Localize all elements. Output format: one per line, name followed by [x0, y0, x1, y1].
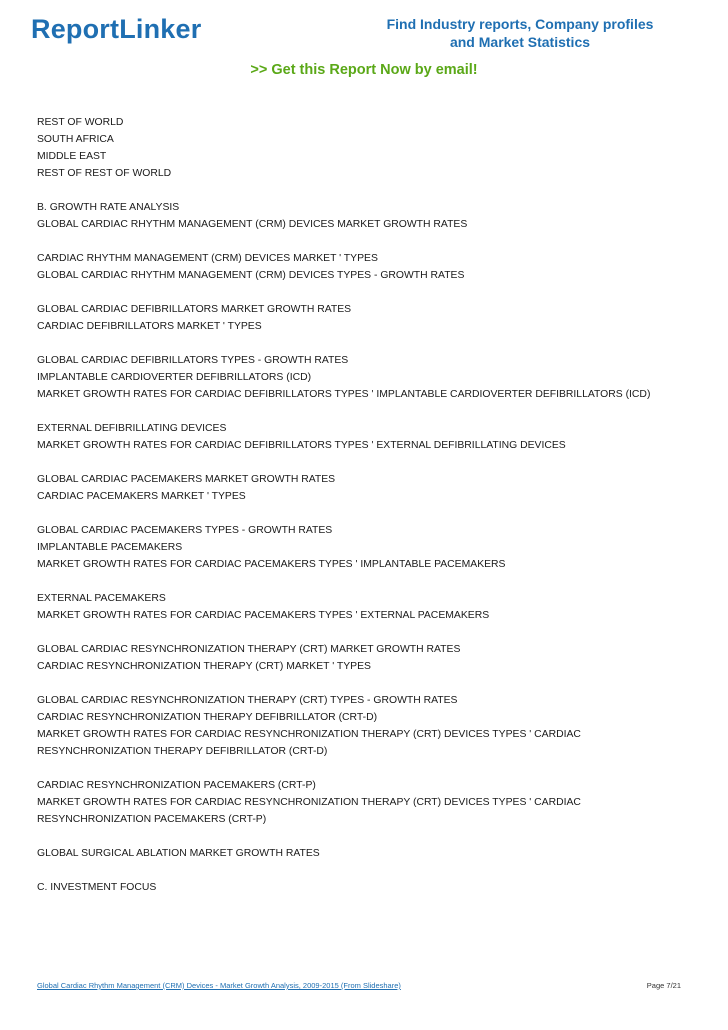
- content-line: MARKET GROWTH RATES FOR CARDIAC PACEMAKERS TYPES ' EXTERNAL PACEMAKERS: [37, 610, 490, 621]
- footer-source-link[interactable]: Global Cardiac Rhythm Management (CRM) Devices - Market Growth Analysis, 2009-2015 (From Slideshare): [37, 981, 401, 990]
- content-group: [37, 879, 687, 896]
- content-line: MARKET GROWTH RATES FOR CARDIAC DEFIBRILLATORS TYPES ' EXTERNAL DEFIBRILLATING DEVICES: [37, 440, 566, 451]
- content-line: EXTERNAL DEFIBRILLATING DEVICES: [37, 423, 227, 434]
- content-line: GLOBAL CARDIAC RHYTHM MANAGEMENT (CRM) DEVICES TYPES - GROWTH RATES: [37, 270, 465, 281]
- content-group: [37, 641, 687, 675]
- reportlinker-logo[interactable]: ReportLinker: [31, 14, 202, 44]
- content-group: [37, 845, 687, 862]
- content-line: CARDIAC RESYNCHRONIZATION PACEMAKERS (CRT-P): [37, 780, 316, 791]
- content-group: [37, 590, 687, 624]
- content-group: [37, 471, 687, 505]
- content-line: CARDIAC DEFIBRILLATORS MARKET ' TYPES: [37, 321, 262, 332]
- content-group: [37, 199, 687, 233]
- content-line: GLOBAL CARDIAC RESYNCHRONIZATION THERAPY (CRT) MARKET GROWTH RATES: [37, 644, 461, 655]
- content-line: MARKET GROWTH RATES FOR CARDIAC RESYNCHRONIZATION THERAPY (CRT) DEVICES TYPES ' CARDIAC RESYNCHRONIZATION THERAPY DEFIBRILLATOR (CRT-D): [37, 729, 581, 757]
- content-group: [37, 114, 687, 182]
- content-group: [37, 522, 687, 573]
- content-line: IMPLANTABLE CARDIOVERTER DEFIBRILLATORS (ICD): [37, 372, 312, 383]
- content-line: GLOBAL CARDIAC RESYNCHRONIZATION THERAPY (CRT) TYPES - GROWTH RATES: [37, 695, 458, 706]
- content-group: [37, 352, 687, 403]
- content-line: GLOBAL CARDIAC DEFIBRILLATORS TYPES - GROWTH RATES: [37, 355, 349, 366]
- content-group: [37, 692, 687, 760]
- content-line: C. INVESTMENT FOCUS: [37, 882, 157, 893]
- content-line: SOUTH AFRICA: [37, 134, 114, 145]
- header-tagline: [380, 15, 660, 51]
- content-line: REST OF REST OF WORLD: [37, 168, 172, 179]
- content-line: CARDIAC PACEMAKERS MARKET ' TYPES: [37, 491, 246, 502]
- content-line: GLOBAL CARDIAC RHYTHM MANAGEMENT (CRM) DEVICES MARKET GROWTH RATES: [37, 219, 468, 230]
- content-line: MARKET GROWTH RATES FOR CARDIAC RESYNCHRONIZATION THERAPY (CRT) DEVICES TYPES ' CARDIAC RESYNCHRONIZATION PACEMAKERS (CRT-P): [37, 797, 581, 825]
- content-group: [37, 301, 687, 335]
- content-group: [37, 250, 687, 284]
- content-line: CARDIAC RHYTHM MANAGEMENT (CRM) DEVICES MARKET ' TYPES: [37, 253, 378, 264]
- content-line: GLOBAL SURGICAL ABLATION MARKET GROWTH RATES: [37, 848, 320, 859]
- get-report-link[interactable]: >> Get this Report Now by email!: [250, 62, 478, 78]
- content-line: B. GROWTH RATE ANALYSIS: [37, 202, 180, 213]
- content-line: MARKET GROWTH RATES FOR CARDIAC PACEMAKERS TYPES ' IMPLANTABLE PACEMAKERS: [37, 559, 506, 570]
- tagline-line-1: Find Industry reports, Company profiles: [386, 16, 654, 32]
- content-line: GLOBAL CARDIAC DEFIBRILLATORS MARKET GROWTH RATES: [37, 304, 352, 315]
- content-line: CARDIAC RESYNCHRONIZATION THERAPY (CRT) MARKET ' TYPES: [37, 661, 371, 672]
- content-group: [37, 420, 687, 454]
- content-line: GLOBAL CARDIAC PACEMAKERS MARKET GROWTH RATES: [37, 474, 336, 485]
- content-line: GLOBAL CARDIAC PACEMAKERS TYPES - GROWTH RATES: [37, 525, 333, 536]
- page-number: Page 7/21: [646, 981, 681, 990]
- content-line: IMPLANTABLE PACEMAKERS: [37, 542, 183, 553]
- content-line: EXTERNAL PACEMAKERS: [37, 593, 166, 604]
- report-contents: [37, 114, 687, 896]
- tagline-line-2: and Market Statistics: [449, 34, 591, 50]
- content-line: MARKET GROWTH RATES FOR CARDIAC DEFIBRILLATORS TYPES ' IMPLANTABLE CARDIOVERTER DEFIBRILLATORS (ICD): [37, 389, 651, 400]
- content-line: REST OF WORLD: [37, 117, 124, 128]
- content-group: [37, 777, 687, 828]
- content-line: MIDDLE EAST: [37, 151, 107, 162]
- content-line: CARDIAC RESYNCHRONIZATION THERAPY DEFIBRILLATOR (CRT-D): [37, 712, 378, 723]
